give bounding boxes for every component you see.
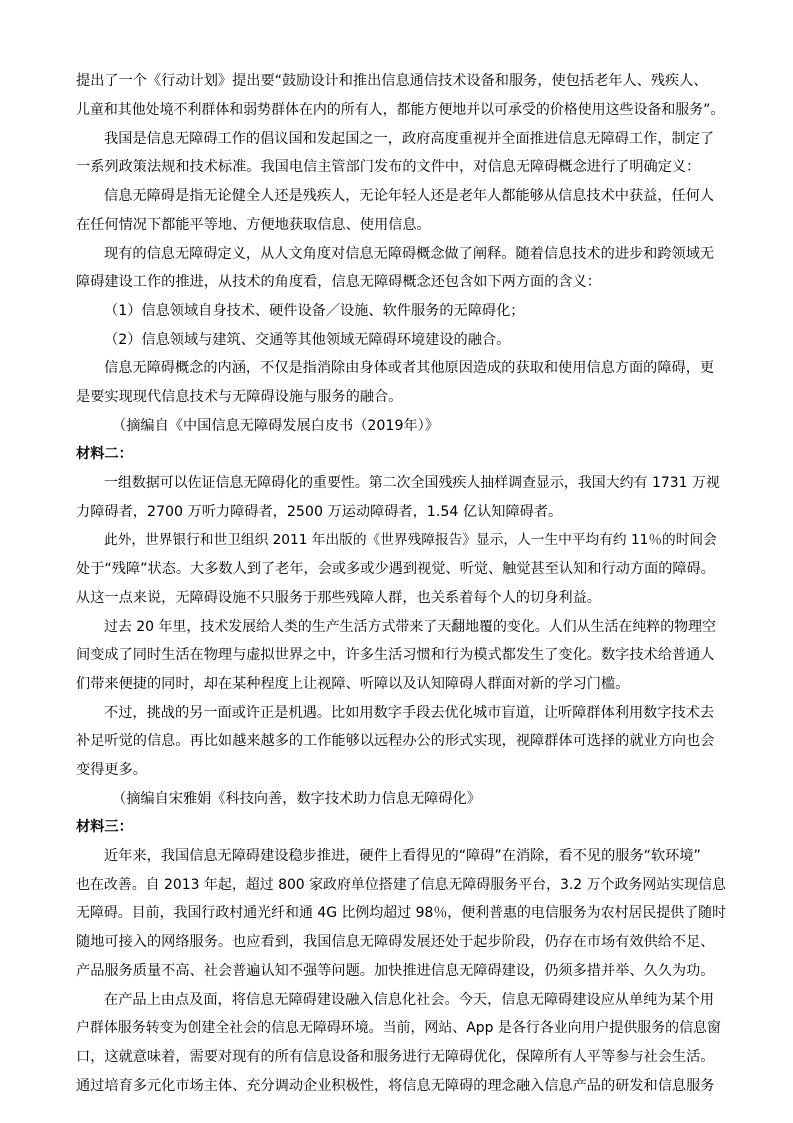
text-line: 障碍建设工作的推进，从技术的角度看，信息无障碍概念还包含如下两方面的含义： — [76, 274, 601, 290]
text-line: 信息无障碍是指无论健全人还是残疾人，无论年轻人还是老年人都能够从信息技术中获益，任何人 — [104, 188, 715, 204]
text-line: 现有的信息无障碍定义，从人文角度对信息无障碍概念做了阐释。随着信息技术的进步和跨领域无 — [104, 246, 715, 262]
text-line: 一系列政策法规和技术标准。我国电信主管部门发布的文件中，对信息无障碍概念进行了明确定义： — [76, 159, 701, 175]
text-line: 们带来便捷的同时，却在某种程度上让视障、听障以及认知障碍人群面对新的学习门槛。 — [76, 676, 630, 692]
text-line: 一组数据可以佐证信息无障碍化的重要性。第二次全国残疾人抽样调查显示，我国大约有 1731 万视 — [104, 475, 720, 491]
text-line: 变得更多。 — [76, 762, 147, 778]
text-line: 在任何情况下都能平等地、方便地获取信息、使用信息。 — [76, 217, 431, 233]
text-line: 是要实现现代信息技术与无障碍设施与服务的融合。 — [76, 389, 403, 405]
text-line: 儿童和其他处境不利群体和弱势群体在内的所有人，都能方便地并以可承受的价格使用这些设备和服务”。 — [76, 102, 725, 118]
section-heading: 材料二： — [76, 446, 133, 462]
text-line: 户群体服务转变为创建全社会的信息无障碍环境。当前，网站、App 是各行各业向用户提供服务的信息窗 — [76, 1020, 721, 1036]
source-citation: （摘编自宋雅娟《科技向善，数字技术助力信息无障碍化》 — [112, 791, 481, 807]
text-line: 从这一点来说，无障碍设施不只服务于那些残障人群，也关系着每个人的切身利益。 — [76, 590, 601, 606]
text-line: 补足听觉的信息。再比如越来越多的工作能够以远程办公的形式实现，视障群体可选择的就业方向也会 — [76, 733, 715, 749]
text-line: 力障碍者，2700 万听力障碍者，2500 万运动障碍者，1.54 亿认知障碍者。 — [76, 504, 563, 520]
text-line: 也在改善。自 2013 年起，超过 800 家政府单位搭建了信息无障碍服务平台，3.2 万个政务网站实现信息 — [76, 877, 726, 893]
text-line: 随地可接入的网络服务。也应看到，我国信息无障碍发展还处于起步阶段，仍存在市场有效供给不足、 — [76, 934, 715, 950]
text-line: 提出了一个《行动计划》提出要“鼓励设计和推出信息通信技术设备和服务，使包括老年人、残疾人、 — [76, 73, 708, 89]
text-line: 通过培育多元化市场主体、充分调动企业积极性，将信息无障碍的理念融入信息产品的研发和信息服务 — [76, 1078, 715, 1094]
list-item: （1）信息领域自身技术、硬件设备／设施、软件服务的无障碍化； — [104, 303, 525, 319]
text-line: 间变成了同时生活在物理与虚拟世界之中，许多生活习惯和行为模式都发生了变化。数字技术给普通人 — [76, 647, 715, 663]
text-line: 口，这就意味着，需要对现有的所有信息设备和服务进行无障碍优化，保障所有人平等参与社会生活。 — [76, 1049, 715, 1065]
list-item: （2）信息领域与建筑、交通等其他领域无障碍环境建设的融合。 — [104, 332, 511, 348]
source-citation: （摘编自《中国信息无障碍发展白皮书（2019年）》 — [112, 418, 439, 434]
text-line: 无障碍。目前，我国行政村通光纤和通 4G 比例均超过 98％，便利普惠的电信服务为农村居民提供了随时 — [76, 905, 726, 921]
text-line: 不过，挑战的另一面或许正是机遇。比如用数字手段去优化城市盲道，让听障群体利用数字技术去 — [104, 705, 715, 721]
text-line: 信息无障碍概念的内涵，不仅是指消除由身体或者其他原因造成的获取和使用信息方面的障碍，更 — [104, 360, 715, 376]
text-line: 处于“残障”状态。大多数人到了老年，会或多或少遇到视觉、听觉、触觉甚至认知和行动方面的障碍。 — [76, 561, 715, 577]
text-line: 近年来，我国信息无障碍建设稳步推进，硬件上看得见的“障碍”在消除，看不见的服务“软环境” — [104, 848, 701, 864]
text-line: 过去 20 年里，技术发展给人类的生产生活方式带来了天翻地覆的变化。人们从生活在纯粹的物理空 — [104, 619, 716, 635]
section-heading: 材料三： — [76, 819, 133, 835]
text-line: 产品服务质量不高、社会普遍认知不强等问题。加快推进信息无障碍建设，仍须多措并举、久久为功。 — [76, 963, 715, 979]
text-line: 在产品上由点及面，将信息无障碍建设融入信息化社会。今天，信息无障碍建设应从单纯为某个用 — [104, 992, 715, 1008]
text-line: 此外，世界银行和世卫组织 2011 年出版的《世界残障报告》显示，人一生中平均有约 11％的时间会 — [104, 532, 717, 548]
text-line: 我国是信息无障碍工作的倡议国和发起国之一，政府高度重视并全面推进信息无障碍工作，制定了 — [104, 131, 715, 147]
